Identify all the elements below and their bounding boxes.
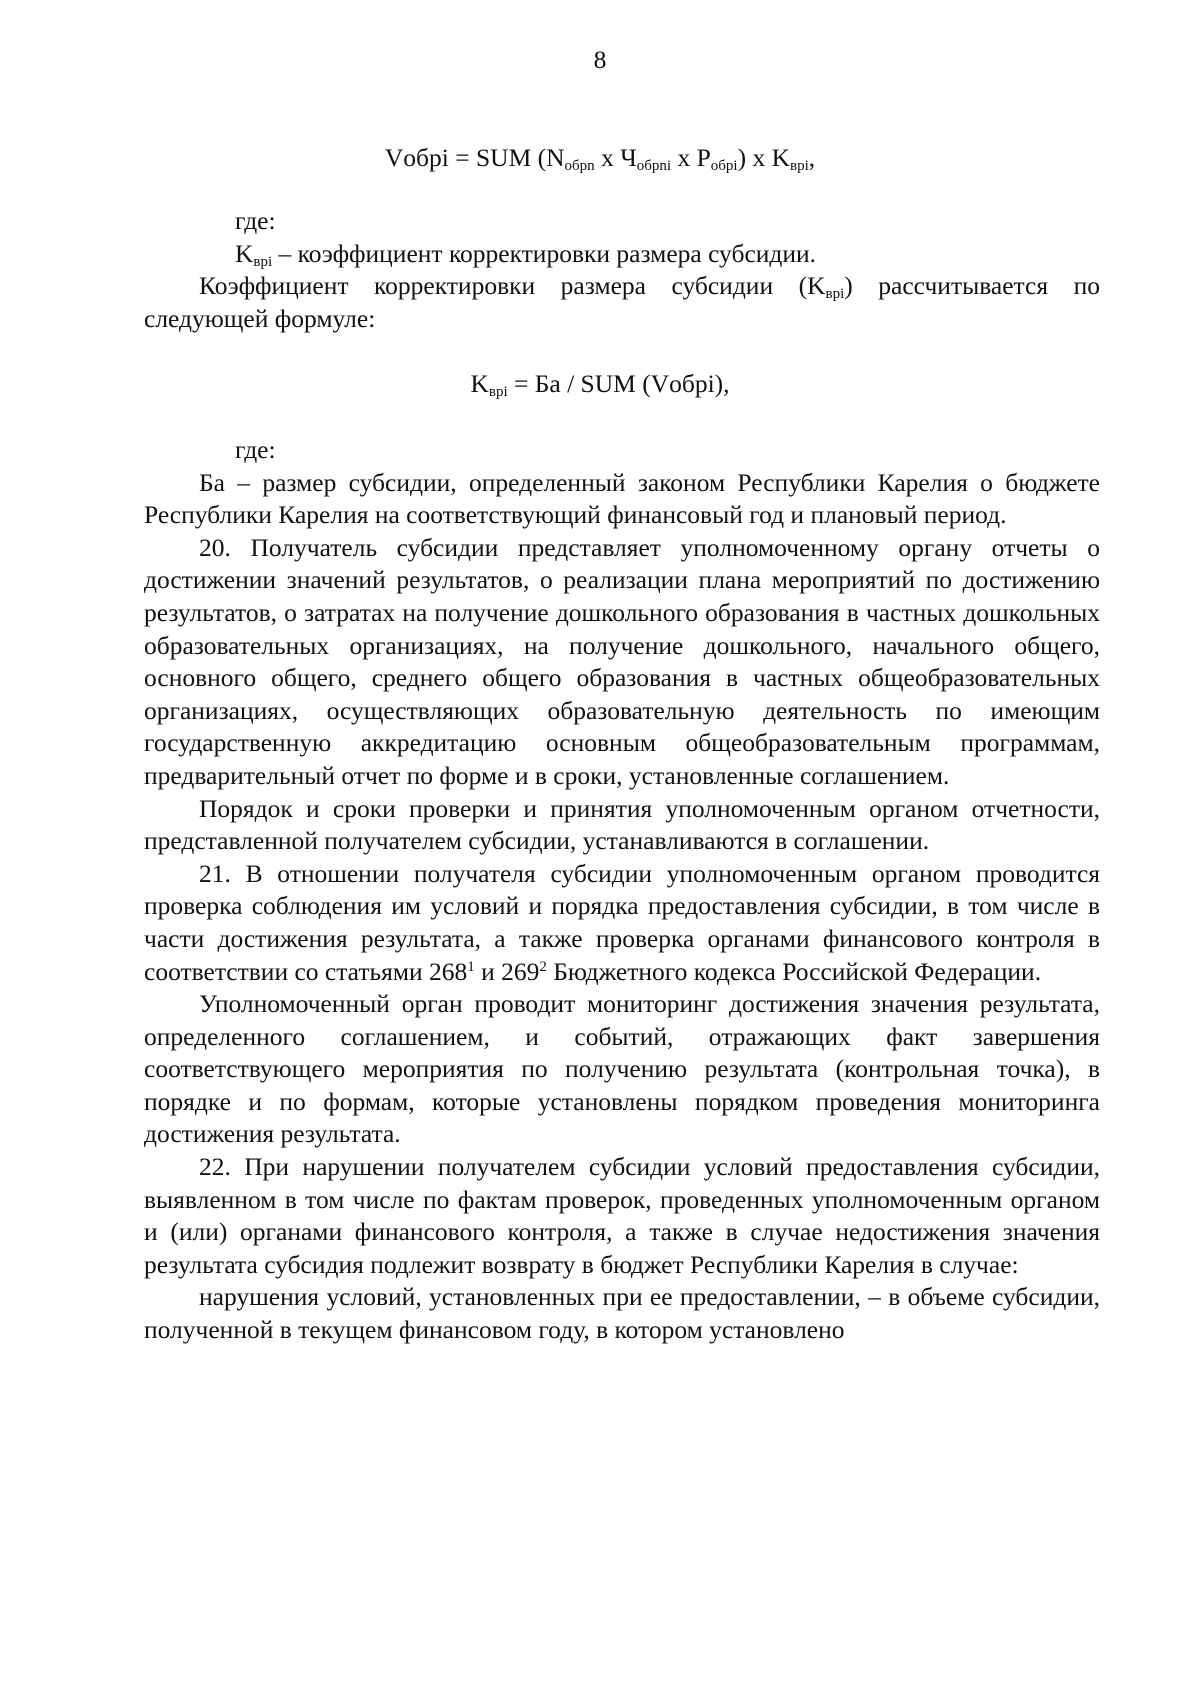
text-block-1 [144,205,1100,335]
formula-volume-lhs: Vобрi = SUM (N [384,143,565,172]
formula-volume-mid-2: x P [671,143,711,172]
paragraph-21-text: 21. В отношении получателя субсидии уполномоченным органом проводится проверка соблюдения им условий и порядка предоставления субсидии, в том числе в части достижения результата, а также проверка органами финансового контроля в соответствии со статьями 268 [144,858,1100,986]
definition-symbol-sub: врi [253,253,273,270]
formula-volume-sub-1: обрn [564,158,595,174]
formula-coefficient-sub: врi [488,384,508,400]
paragraph-coefficient-sub: врi [825,286,845,303]
paragraph-21-sup-2: 2 [539,958,547,975]
formula-volume-mid-3: ) x K [737,143,790,172]
formula-coefficient-symbol: K [470,369,489,398]
formula-volume-tail: , [808,143,816,172]
formula-coefficient [0,368,1200,401]
formula-volume-sub-4: врi [790,158,809,174]
paragraph-violation-conditions: нарушения условий, установленных при ее предоставлении, – в объеме субсидии, полученной в текущем финансовом году, в котором установлено [144,1282,1100,1345]
formula-coefficient-rhs: = Ба / SUM (Vобрi), [507,369,730,398]
paragraph-report-verification: Порядок и сроки проверки и принятия уполномоченным органом отчетности, представленной получателем субсидии, устанавливаются в соглашении. [144,793,1100,856]
paragraph-20-reports: 20. Получатель субсидии представляет уполномоченному органу отчеты о достижении значений результатов, о реализации плана мероприятий по достижению результатов, о затратах на получение дошкольного образования в частных дошкольных образовательных организациях, на получение дошкольного, начального общего, основного общего, среднего общего образования в частных общеобразовательных организациях, осуществляющих образовательную деятельность по имеющим государственную аккредитацию основным общеобразовательным программам, предварительный отчет по форме и в сроки, установленные соглашением. [144,532,1100,790]
paragraph-monitoring: Уполномоченный орган проводит мониторинг достижения значения результата, определенного соглашением, и событий, отражающих факт завершения соответствующего мероприятия по получению результата (контрольная точка), в порядке и по формам, которые установлены порядком проведения мониторинга достижения результата. [144,989,1100,1149]
formula-volume [0,142,1200,175]
text-block-2 [144,434,1100,1347]
formula-volume-mid-1: x Ч [594,143,637,172]
formula-volume-sub-3: обрi [710,158,738,174]
formula-volume-sub-2: обрni [636,158,672,174]
where-label-2: где: [235,435,276,464]
paragraph-coefficient-after: ) рассчитывается по следующей формуле: [144,271,1100,333]
paragraph-coefficient-before: Коэффициент корректировки размера субсидии (K [199,271,826,301]
definition-text: – коэффициент корректировки размера субсидии. [272,238,817,268]
definition-symbol: K [235,238,254,268]
paragraph-21-inspection [144,858,1100,988]
page-number: 8 [593,45,607,74]
paragraph-budget-definition: Ба – размер субсидии, определенный законом Республики Карелия о бюджете Республики Карелия на соответствующий финансовый год и плановый период. [144,467,1100,530]
paragraph-22-violations: 22. При нарушении получателем субсидии условий предоставления субсидии, выявленном в том числе по фактам проверок, проведенных уполномоченным органом и (или) органами финансового контроля, а также в случае недостижения значения результата субсидия подлежит возврату в бюджет Республики Карелия в случае: [144,1152,1100,1279]
paragraph-21-sup-1: 1 [467,958,475,975]
where-label-1: где: [235,206,276,235]
paragraph-21-tail: Бюджетного кодекса Российской Федерации. [546,956,1042,986]
definition-coefficient [144,238,1100,271]
paragraph-coefficient [144,270,1100,335]
paragraph-21-mid: и 269 [474,956,540,986]
